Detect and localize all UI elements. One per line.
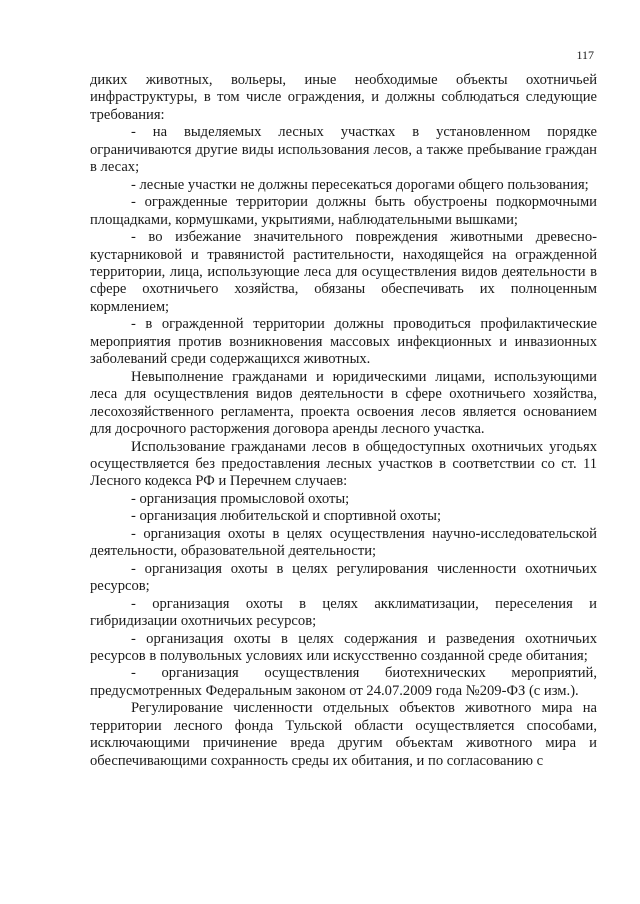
- paragraph: Использование гражданами лесов в общедоступных охотничьих угодьях осуществляется без предоставления лесных участков в соответствии со ст. 11 Лесного кодекса РФ и Перечнем случаев:: [90, 438, 597, 490]
- list-item: - организация охоты в целях содержания и разведения охотничьих ресурсов в полувольных условиях или искусственно созданной среде обитания;: [90, 630, 597, 664]
- list-item: - организация охоты в целях осуществления научно-исследовательской деятельности, образовательной деятельности;: [90, 525, 597, 560]
- page-body: [90, 72, 597, 770]
- list-item: - лесные участки не должны пересекаться дорогами общего пользования;: [131, 176, 589, 193]
- page-number: 117: [576, 48, 594, 62]
- paragraph: диких животных, вольеры, иные необходимые объекты охотничьей инфраструктуры, в том числе ограждения, и должны соблюдаться следующие требования:: [90, 72, 597, 123]
- list-item: - во избежание значительного повреждения животными древесно-кустарниковой и травянистой растительности, находящейся на огражденной территории, лица, использующие леса для осуществления видов деятельности в сфере охотничьего хозяйства, обязаны обеспечивать их полноценным кормлением;: [90, 229, 597, 315]
- list-item: - в огражденной территории должны проводиться профилактические мероприятия против возникновения массовых инфекционных и инвазионных заболеваний среди содержащихся животных.: [90, 316, 597, 368]
- list-item: - на выделяемых лесных участках в установленном порядке ограничиваются другие виды использования лесов, а также пребывание граждан в лесах;: [90, 124, 597, 176]
- paragraph: Невыполнение гражданами и юридическими лицами, использующими леса для осуществления видов деятельности в сфере охотничьего хозяйства, лесохозяйственного регламента, проекта освоения лесов является основанием для досрочного расторжения договора аренды лесного участка.: [90, 368, 597, 438]
- list-item: - организация осуществления биотехнических мероприятий, предусмотренных Федеральным законом от 24.07.2009 года №209-ФЗ (с изм.).: [90, 665, 597, 699]
- paragraph: Регулирование численности отдельных объектов животного мира на территории лесного фонда Тульской области осуществляется способами, исключающими причинение вреда другим объектам животного мира и обеспечивающими сохранность среды их обитания, и по согласованию с: [90, 700, 597, 769]
- list-item: - организация промысловой охоты;: [131, 490, 350, 507]
- list-item: - огражденные территории должны быть обустроены подкормочными площадками, кормушками, укрытиями, наблюдательными вышками;: [90, 194, 597, 228]
- list-item: - организация любительской и спортивной охоты;: [131, 508, 442, 525]
- list-item: - организация охоты в целях акклиматизации, переселения и гибридизации охотничьих ресурсов;: [90, 595, 597, 630]
- list-item: - организация охоты в целях регулирования численности охотничьих ресурсов;: [90, 560, 597, 595]
